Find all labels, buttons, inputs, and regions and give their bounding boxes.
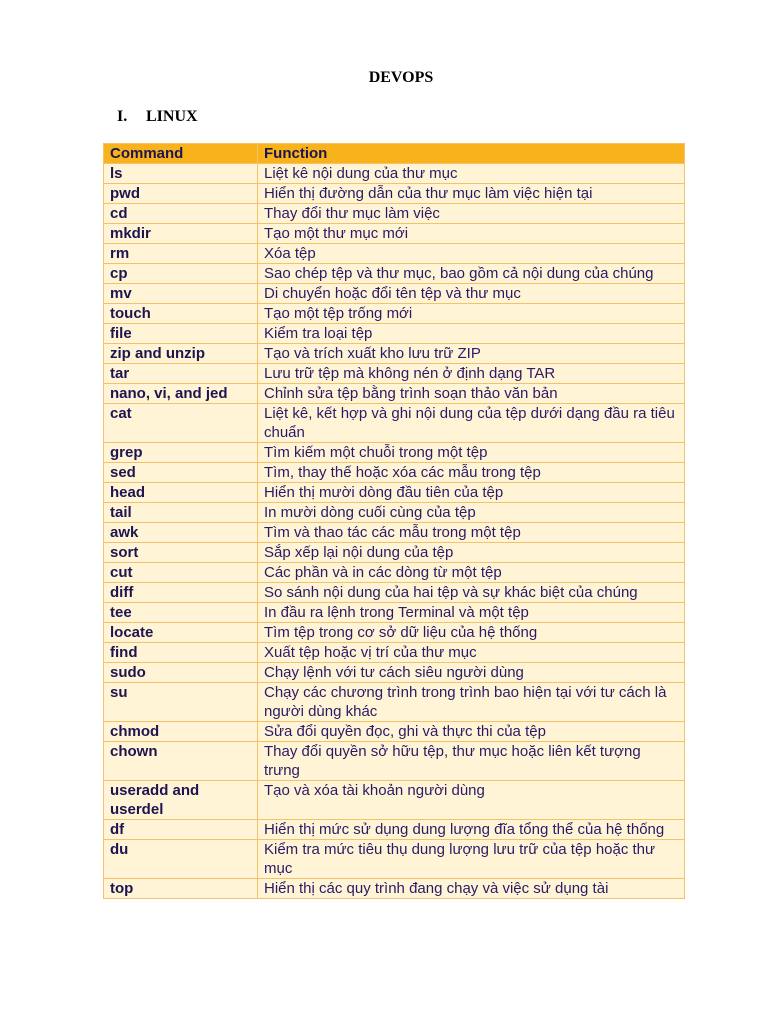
table-row xyxy=(104,643,685,663)
table-row xyxy=(104,304,685,324)
command-cell: df xyxy=(104,820,258,840)
table-row xyxy=(104,264,685,284)
table-row xyxy=(104,404,685,443)
table-row xyxy=(104,244,685,264)
command-cell: awk xyxy=(104,523,258,543)
command-cell: cut xyxy=(104,563,258,583)
function-cell: Tạo và trích xuất kho lưu trữ ZIP xyxy=(258,344,685,364)
command-cell: tee xyxy=(104,603,258,623)
function-cell: Chạy các chương trình trong trình bao hiện tại với tư cách là người dùng khác xyxy=(258,683,685,722)
function-cell: Tìm tệp trong cơ sở dữ liệu của hệ thống xyxy=(258,623,685,643)
function-cell: Sao chép tệp và thư mục, bao gồm cả nội dung của chúng xyxy=(258,264,685,284)
function-cell: Di chuyển hoặc đổi tên tệp và thư mục xyxy=(258,284,685,304)
command-cell: locate xyxy=(104,623,258,643)
function-cell: Tạo một tệp trống mới xyxy=(258,304,685,324)
table-row xyxy=(104,324,685,344)
command-cell: grep xyxy=(104,443,258,463)
table-row xyxy=(104,583,685,603)
command-cell: nano, vi, and jed xyxy=(104,384,258,404)
table-row xyxy=(104,344,685,364)
table-row xyxy=(104,523,685,543)
function-cell: Sửa đổi quyền đọc, ghi và thực thi của tệp xyxy=(258,722,685,742)
command-cell: diff xyxy=(104,583,258,603)
function-cell: Thay đổi quyền sở hữu tệp, thư mục hoặc liên kết tượng trưng xyxy=(258,742,685,781)
command-cell: file xyxy=(104,324,258,344)
function-cell: Chỉnh sửa tệp bằng trình soạn thảo văn bản xyxy=(258,384,685,404)
function-cell: Tìm, thay thế hoặc xóa các mẫu trong tệp xyxy=(258,463,685,483)
command-cell: cd xyxy=(104,204,258,224)
command-cell: cp xyxy=(104,264,258,284)
command-cell: useradd and userdel xyxy=(104,781,258,820)
command-cell: su xyxy=(104,683,258,722)
table-row xyxy=(104,683,685,722)
table-row xyxy=(104,742,685,781)
command-cell: rm xyxy=(104,244,258,264)
command-cell: chmod xyxy=(104,722,258,742)
table-row xyxy=(104,204,685,224)
command-cell: ls xyxy=(104,164,258,184)
table-row xyxy=(104,781,685,820)
table-row xyxy=(104,722,685,742)
function-cell: Xóa tệp xyxy=(258,244,685,264)
linux-commands-table xyxy=(103,143,685,899)
table-row xyxy=(104,384,685,404)
function-cell: So sánh nội dung của hai tệp và sự khác biệt của chúng xyxy=(258,583,685,603)
section-number: I. xyxy=(117,108,128,125)
function-cell: In mười dòng cuối cùng của tệp xyxy=(258,503,685,523)
command-cell: tar xyxy=(104,364,258,384)
table-row xyxy=(104,483,685,503)
function-cell: Các phần và in các dòng từ một tệp xyxy=(258,563,685,583)
column-header-function: Function xyxy=(258,144,685,164)
command-cell: sed xyxy=(104,463,258,483)
function-cell: Hiển thị mười dòng đầu tiên của tệp xyxy=(258,483,685,503)
command-cell: tail xyxy=(104,503,258,523)
command-cell: top xyxy=(104,879,258,899)
command-cell: pwd xyxy=(104,184,258,204)
function-cell: Tìm kiếm một chuỗi trong một tệp xyxy=(258,443,685,463)
table-row xyxy=(104,224,685,244)
command-cell: cat xyxy=(104,404,258,443)
table-row xyxy=(104,820,685,840)
table-row xyxy=(104,503,685,523)
table-row xyxy=(104,603,685,623)
table-body xyxy=(104,164,685,899)
command-cell: mv xyxy=(104,284,258,304)
table-row xyxy=(104,663,685,683)
table-row xyxy=(104,284,685,304)
function-cell: Liệt kê nội dung của thư mục xyxy=(258,164,685,184)
command-cell: find xyxy=(104,643,258,663)
command-cell: sudo xyxy=(104,663,258,683)
command-cell: du xyxy=(104,840,258,879)
function-cell: Tạo và xóa tài khoản người dùng xyxy=(258,781,685,820)
column-header-command: Command xyxy=(104,144,258,164)
table-row xyxy=(104,879,685,899)
table-row xyxy=(104,364,685,384)
function-cell: Hiển thị mức sử dụng dung lượng đĩa tổng thể của hệ thống xyxy=(258,820,685,840)
command-cell: head xyxy=(104,483,258,503)
function-cell: Tạo một thư mục mới xyxy=(258,224,685,244)
command-cell: mkdir xyxy=(104,224,258,244)
command-cell: chown xyxy=(104,742,258,781)
table-row xyxy=(104,443,685,463)
function-cell: Liệt kê, kết hợp và ghi nội dung của tệp dưới dạng đầu ra tiêu chuẩn xyxy=(258,404,685,443)
function-cell: Hiển thị đường dẫn của thư mục làm việc hiện tại xyxy=(258,184,685,204)
section-heading xyxy=(117,107,198,127)
function-cell: Sắp xếp lại nội dung của tệp xyxy=(258,543,685,563)
function-cell: Tìm và thao tác các mẫu trong một tệp xyxy=(258,523,685,543)
table-row xyxy=(104,164,685,184)
table-row xyxy=(104,563,685,583)
function-cell: Xuất tệp hoặc vị trí của thư mục xyxy=(258,643,685,663)
table-row xyxy=(104,543,685,563)
function-cell: Chạy lệnh với tư cách siêu người dùng xyxy=(258,663,685,683)
function-cell: Kiểm tra loại tệp xyxy=(258,324,685,344)
table-row xyxy=(104,840,685,879)
function-cell: Kiểm tra mức tiêu thụ dung lượng lưu trữ của tệp hoặc thư mục xyxy=(258,840,685,879)
document-title: DEVOPS xyxy=(368,69,434,86)
command-cell: sort xyxy=(104,543,258,563)
table-row xyxy=(104,184,685,204)
function-cell: Hiển thị các quy trình đang chạy và việc sử dụng tài xyxy=(258,879,685,899)
function-cell: Lưu trữ tệp mà không nén ở định dạng TAR xyxy=(258,364,685,384)
command-cell: touch xyxy=(104,304,258,324)
command-cell: zip and unzip xyxy=(104,344,258,364)
function-cell: In đầu ra lệnh trong Terminal và một tệp xyxy=(258,603,685,623)
table-row xyxy=(104,463,685,483)
section-title: LINUX xyxy=(146,108,198,125)
table-row xyxy=(104,623,685,643)
function-cell: Thay đổi thư mục làm việc xyxy=(258,204,685,224)
table-header-row xyxy=(104,144,685,164)
